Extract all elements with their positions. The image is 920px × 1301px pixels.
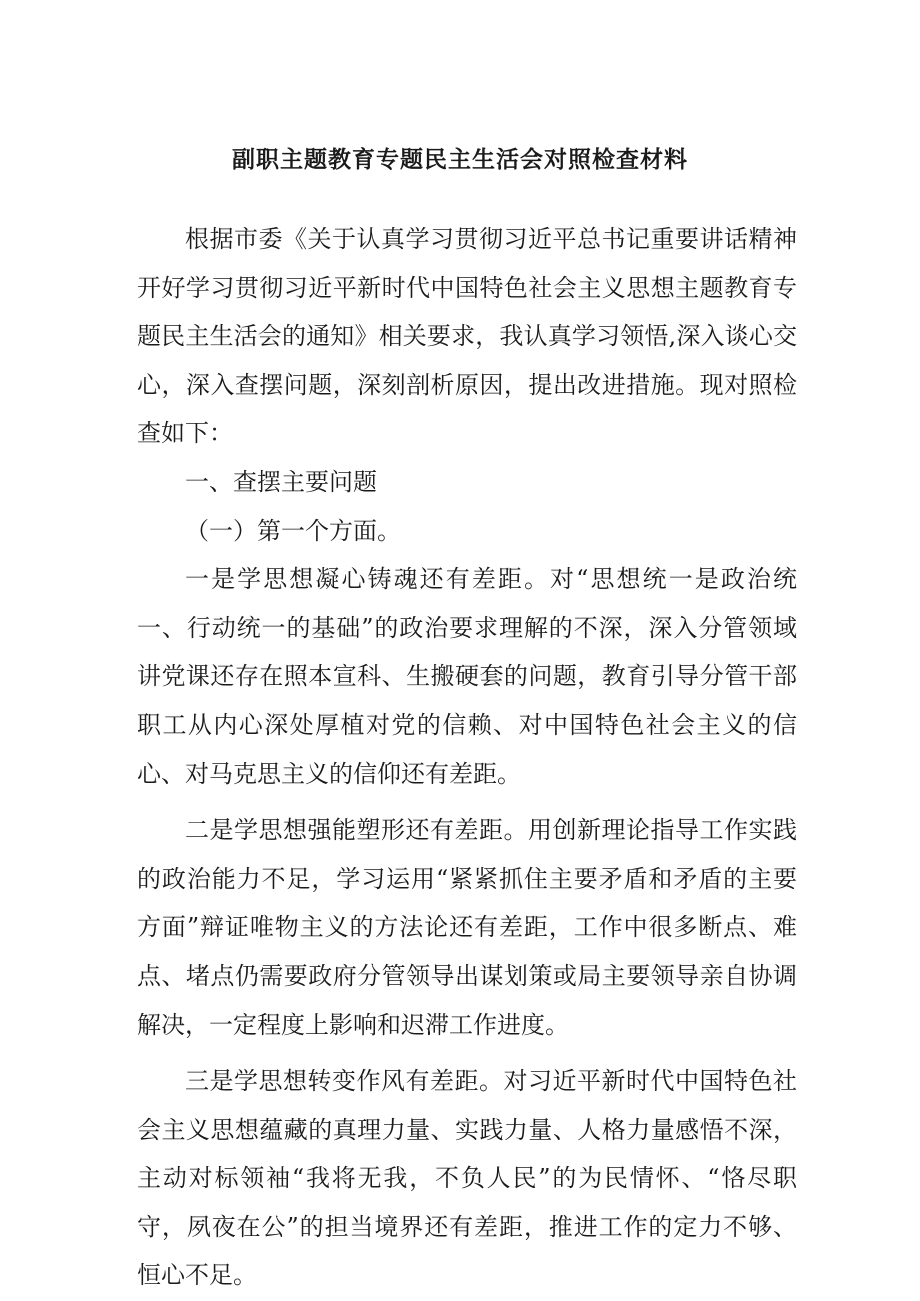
- section-heading: 一、查摆主要问题: [185, 467, 377, 496]
- subsection-heading: （一）第一个方面。: [185, 516, 401, 545]
- point-paragraph-1: 一是学思想凝心铸魂还有差距。对“思想统一是政治统一、行动统一的基础”的政治要求理解的不深，深入分管领域讲党课还存在照本宣科、生搬硬套的问题，教育引导分管干部职工从内心深处厚植对党的信赖、对中国特色社会主义的信心、对马克思主义的信仰还有差距。: [137, 565, 797, 788]
- document-body: [137, 215, 797, 1300]
- point-paragraph-3: 三是学思想转变作风有差距。对习近平新时代中国特色社会主义思想蕴藏的真理力量、实践力量、人格力量感悟不深，主动对标领袖“我将无我，不负人民”的为民情怀、“恪尽职守，夙夜在公”的担当境界还有差距，推进工作的定力不够、恒心不足。: [137, 1067, 797, 1290]
- document-title: 副职主题教育专题民主生活会对照检查材料: [232, 146, 688, 173]
- point-paragraph-2: 二是学思想强能塑形还有差距。用创新理论指导工作实践的政治能力不足，学习运用“紧紧抓住主要矛盾和矛盾的主要方面”辩证唯物主义的方法论还有差距，工作中很多断点、难点、堵点仍需要政府分管领导出谋划策或局主要领导亲自协调解决，一定程度上影响和迟滞工作进度。: [137, 816, 797, 1039]
- intro-paragraph: 根据市委《关于认真学习贯彻习近平总书记重要讲话精神开好学习贯彻习近平新时代中国特色社会主义思想主题教育专题民主生活会的通知》相关要求，我认真学习领悟,深入谈心交心，深入查摆问题，深刻剖析原因，提出改进措施。现对照检查如下：: [137, 225, 797, 448]
